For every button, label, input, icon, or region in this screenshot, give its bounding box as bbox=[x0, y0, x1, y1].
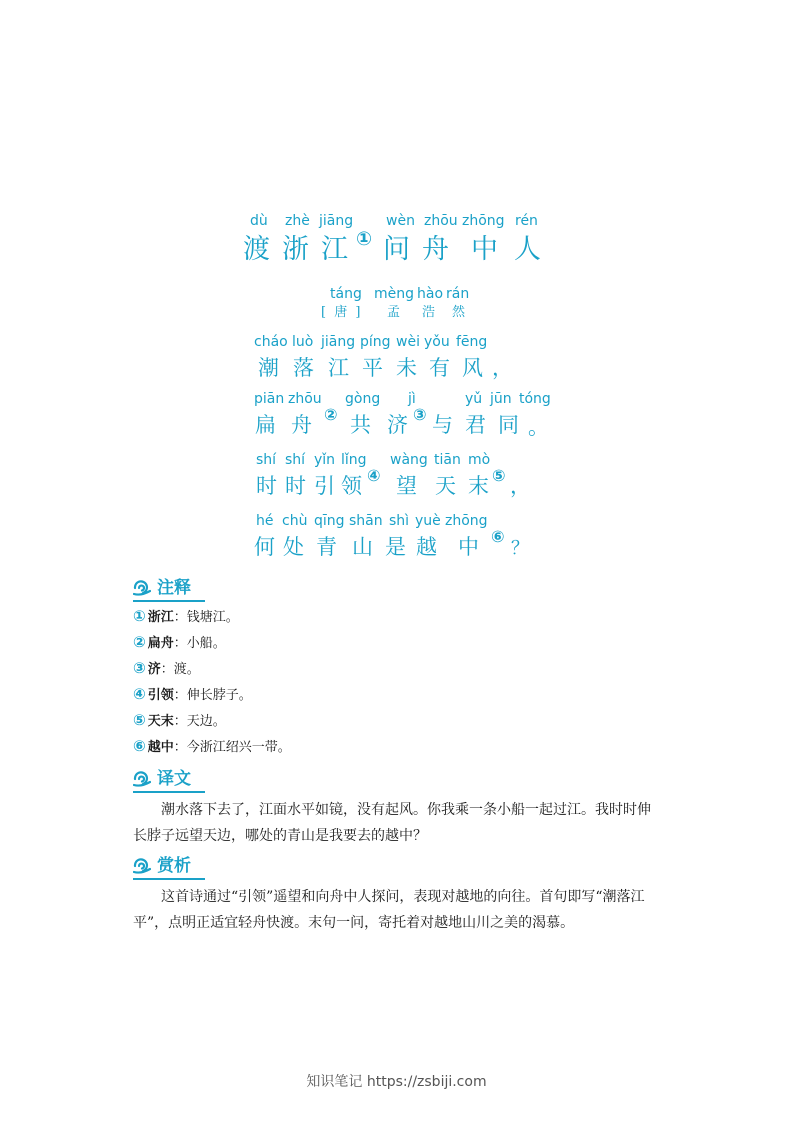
note-item: ② 扁舟：小船。 bbox=[133, 633, 226, 651]
title-char: 人 bbox=[514, 234, 541, 265]
swirl-icon bbox=[133, 771, 151, 787]
poem-pinyin: tiān bbox=[434, 452, 461, 468]
poem-pinyin: shí bbox=[256, 452, 277, 468]
poem-pinyin: cháo bbox=[254, 334, 288, 350]
poem-char: 时 bbox=[256, 474, 277, 498]
note-mark-6: ⑥ bbox=[491, 527, 505, 546]
title-pinyin: zhōng bbox=[462, 213, 505, 229]
poem-pinyin: luò bbox=[292, 334, 314, 350]
poem-pinyin: jiāng bbox=[321, 334, 356, 350]
note-item: ① 浙江：钱塘江。 bbox=[133, 607, 239, 625]
note-mark-5: ⑤ bbox=[492, 466, 506, 485]
poem-char: 中 bbox=[458, 535, 479, 559]
appreciation-title: 赏析 bbox=[157, 856, 191, 876]
title-char: 中 bbox=[471, 234, 498, 265]
appreciation-text: 这首诗通过“引领”遥望和向舟中人探问，表现对越地的向往。首句即写“潮落江平”，点明正适宜轻舟快渡。末句一问，寄托着对越地山川之美的渴慕。 bbox=[133, 889, 645, 931]
poem-pinyin: lǐng bbox=[341, 452, 367, 468]
title-char: 舟 bbox=[422, 234, 449, 265]
poem-char: 山 bbox=[352, 535, 373, 559]
title-pinyin: wèn bbox=[386, 213, 415, 229]
poem-char: 君 bbox=[465, 413, 486, 437]
author-pinyin: hào bbox=[417, 286, 444, 302]
poem-char: 同 bbox=[498, 413, 519, 437]
author-name-char: 孟 bbox=[387, 305, 401, 320]
poem-pinyin: jì bbox=[408, 391, 416, 407]
poem-pinyin: wàng bbox=[390, 452, 428, 468]
poem-char: 风 bbox=[462, 356, 483, 380]
translation-text: 潮水落下去了，江面水平如镜，没有起风。你我乘一条小船一起过江。我时时伸长脖子远望天边，哪处的青山是我要去的越中？ bbox=[133, 802, 651, 844]
poem-pinyin: tóng bbox=[519, 391, 551, 407]
poem-pinyin: yuè bbox=[415, 513, 441, 529]
poem-pinyin: jūn bbox=[490, 391, 512, 407]
poem-pinyin: piān bbox=[254, 391, 285, 407]
poem-char: 有 bbox=[429, 356, 450, 380]
poem-punct: ？ bbox=[511, 538, 529, 559]
title-pinyin: rén bbox=[515, 213, 538, 229]
appreciation-heading bbox=[133, 856, 205, 880]
poem-pinyin: shān bbox=[349, 513, 383, 529]
note-mark-4: ④ bbox=[367, 466, 381, 485]
poem-pinyin: wèi bbox=[396, 334, 420, 350]
translation-heading bbox=[133, 769, 205, 793]
translation-title: 译文 bbox=[157, 769, 191, 789]
poem-pinyin: mò bbox=[468, 452, 491, 468]
poem-char: 共 bbox=[350, 413, 371, 437]
note-item: ⑤ 天末：天边。 bbox=[133, 711, 226, 729]
title-pinyin: zhōu bbox=[424, 213, 458, 229]
poem-pinyin: yǒu bbox=[424, 334, 450, 350]
poem-pinyin: yǔ bbox=[465, 391, 483, 407]
poem-char: 时 bbox=[285, 474, 306, 498]
note-item: ③ 济：渡。 bbox=[133, 659, 200, 677]
swirl-icon bbox=[133, 580, 151, 596]
note-item: ⑥ 越中：今浙江绍兴一带。 bbox=[133, 737, 291, 755]
poem-char: 与 bbox=[432, 413, 453, 437]
poem-pinyin: píng bbox=[360, 334, 391, 350]
poem-pinyin: gòng bbox=[345, 391, 381, 407]
poem-char: 领 bbox=[341, 474, 362, 498]
title-char: 江 bbox=[321, 234, 348, 265]
poem-char: 舟 bbox=[291, 413, 312, 437]
title-pinyin: jiāng bbox=[319, 213, 354, 229]
poem-pinyin: zhōng bbox=[445, 513, 488, 529]
poem-pinyin: zhōu bbox=[288, 391, 322, 407]
poem-char: 青 bbox=[316, 535, 337, 559]
poem-pinyin: hé bbox=[256, 513, 274, 529]
title-char: 渡 bbox=[243, 234, 270, 265]
author-pinyin: táng bbox=[330, 286, 362, 302]
poem-pinyin: fēng bbox=[456, 334, 488, 350]
poem-pinyin: yǐn bbox=[314, 452, 336, 468]
notes-title: 注释 bbox=[157, 578, 191, 598]
poem-char: 扁 bbox=[255, 413, 276, 437]
author-name-char: 浩 bbox=[422, 305, 436, 320]
note-mark-2: ② bbox=[324, 405, 338, 424]
poem-char: 平 bbox=[362, 356, 383, 380]
title-char: 浙 bbox=[282, 234, 309, 265]
poem-char: 望 bbox=[396, 474, 417, 498]
note-mark-1: ① bbox=[356, 228, 373, 250]
poem-char: 是 bbox=[385, 535, 406, 559]
poem-pinyin: shì bbox=[389, 513, 410, 529]
notes-heading bbox=[133, 578, 205, 602]
author-dynasty: [ 唐 ] bbox=[321, 305, 361, 320]
poem-punct: 。 bbox=[528, 415, 549, 439]
title-char: 问 bbox=[383, 234, 410, 265]
note-item: ④ 引领：伸长脖子。 bbox=[133, 685, 252, 703]
footer-watermark: 知识笔记 https://zsbiji.com bbox=[306, 1074, 487, 1090]
poem-char: 引 bbox=[314, 474, 335, 498]
author-name-char: 然 bbox=[452, 305, 466, 320]
poem-pinyin: chù bbox=[282, 513, 308, 529]
swirl-icon bbox=[133, 858, 151, 874]
poem-char: 未 bbox=[396, 356, 417, 380]
poem-char: 处 bbox=[283, 535, 304, 559]
poem-char: 济 bbox=[387, 413, 408, 437]
author-pinyin: rán bbox=[446, 286, 470, 302]
poem-pinyin: shí bbox=[285, 452, 306, 468]
note-mark-3: ③ bbox=[413, 405, 427, 424]
poem-char: 越 bbox=[416, 535, 437, 559]
poem-char: 潮 bbox=[258, 356, 279, 380]
title-pinyin: dù bbox=[250, 213, 268, 229]
poem-pinyin: qīng bbox=[314, 513, 345, 529]
title-pinyin: zhè bbox=[285, 213, 310, 229]
poem-char: 天 bbox=[435, 474, 456, 498]
poem-punct: ， bbox=[510, 474, 531, 498]
poem-char: 江 bbox=[328, 356, 349, 380]
poem-char: 落 bbox=[293, 356, 314, 380]
author-pinyin: mèng bbox=[374, 286, 415, 302]
poem-char: 何 bbox=[254, 535, 275, 559]
poem-char: 末 bbox=[468, 474, 489, 498]
poem-punct: ， bbox=[492, 356, 513, 380]
